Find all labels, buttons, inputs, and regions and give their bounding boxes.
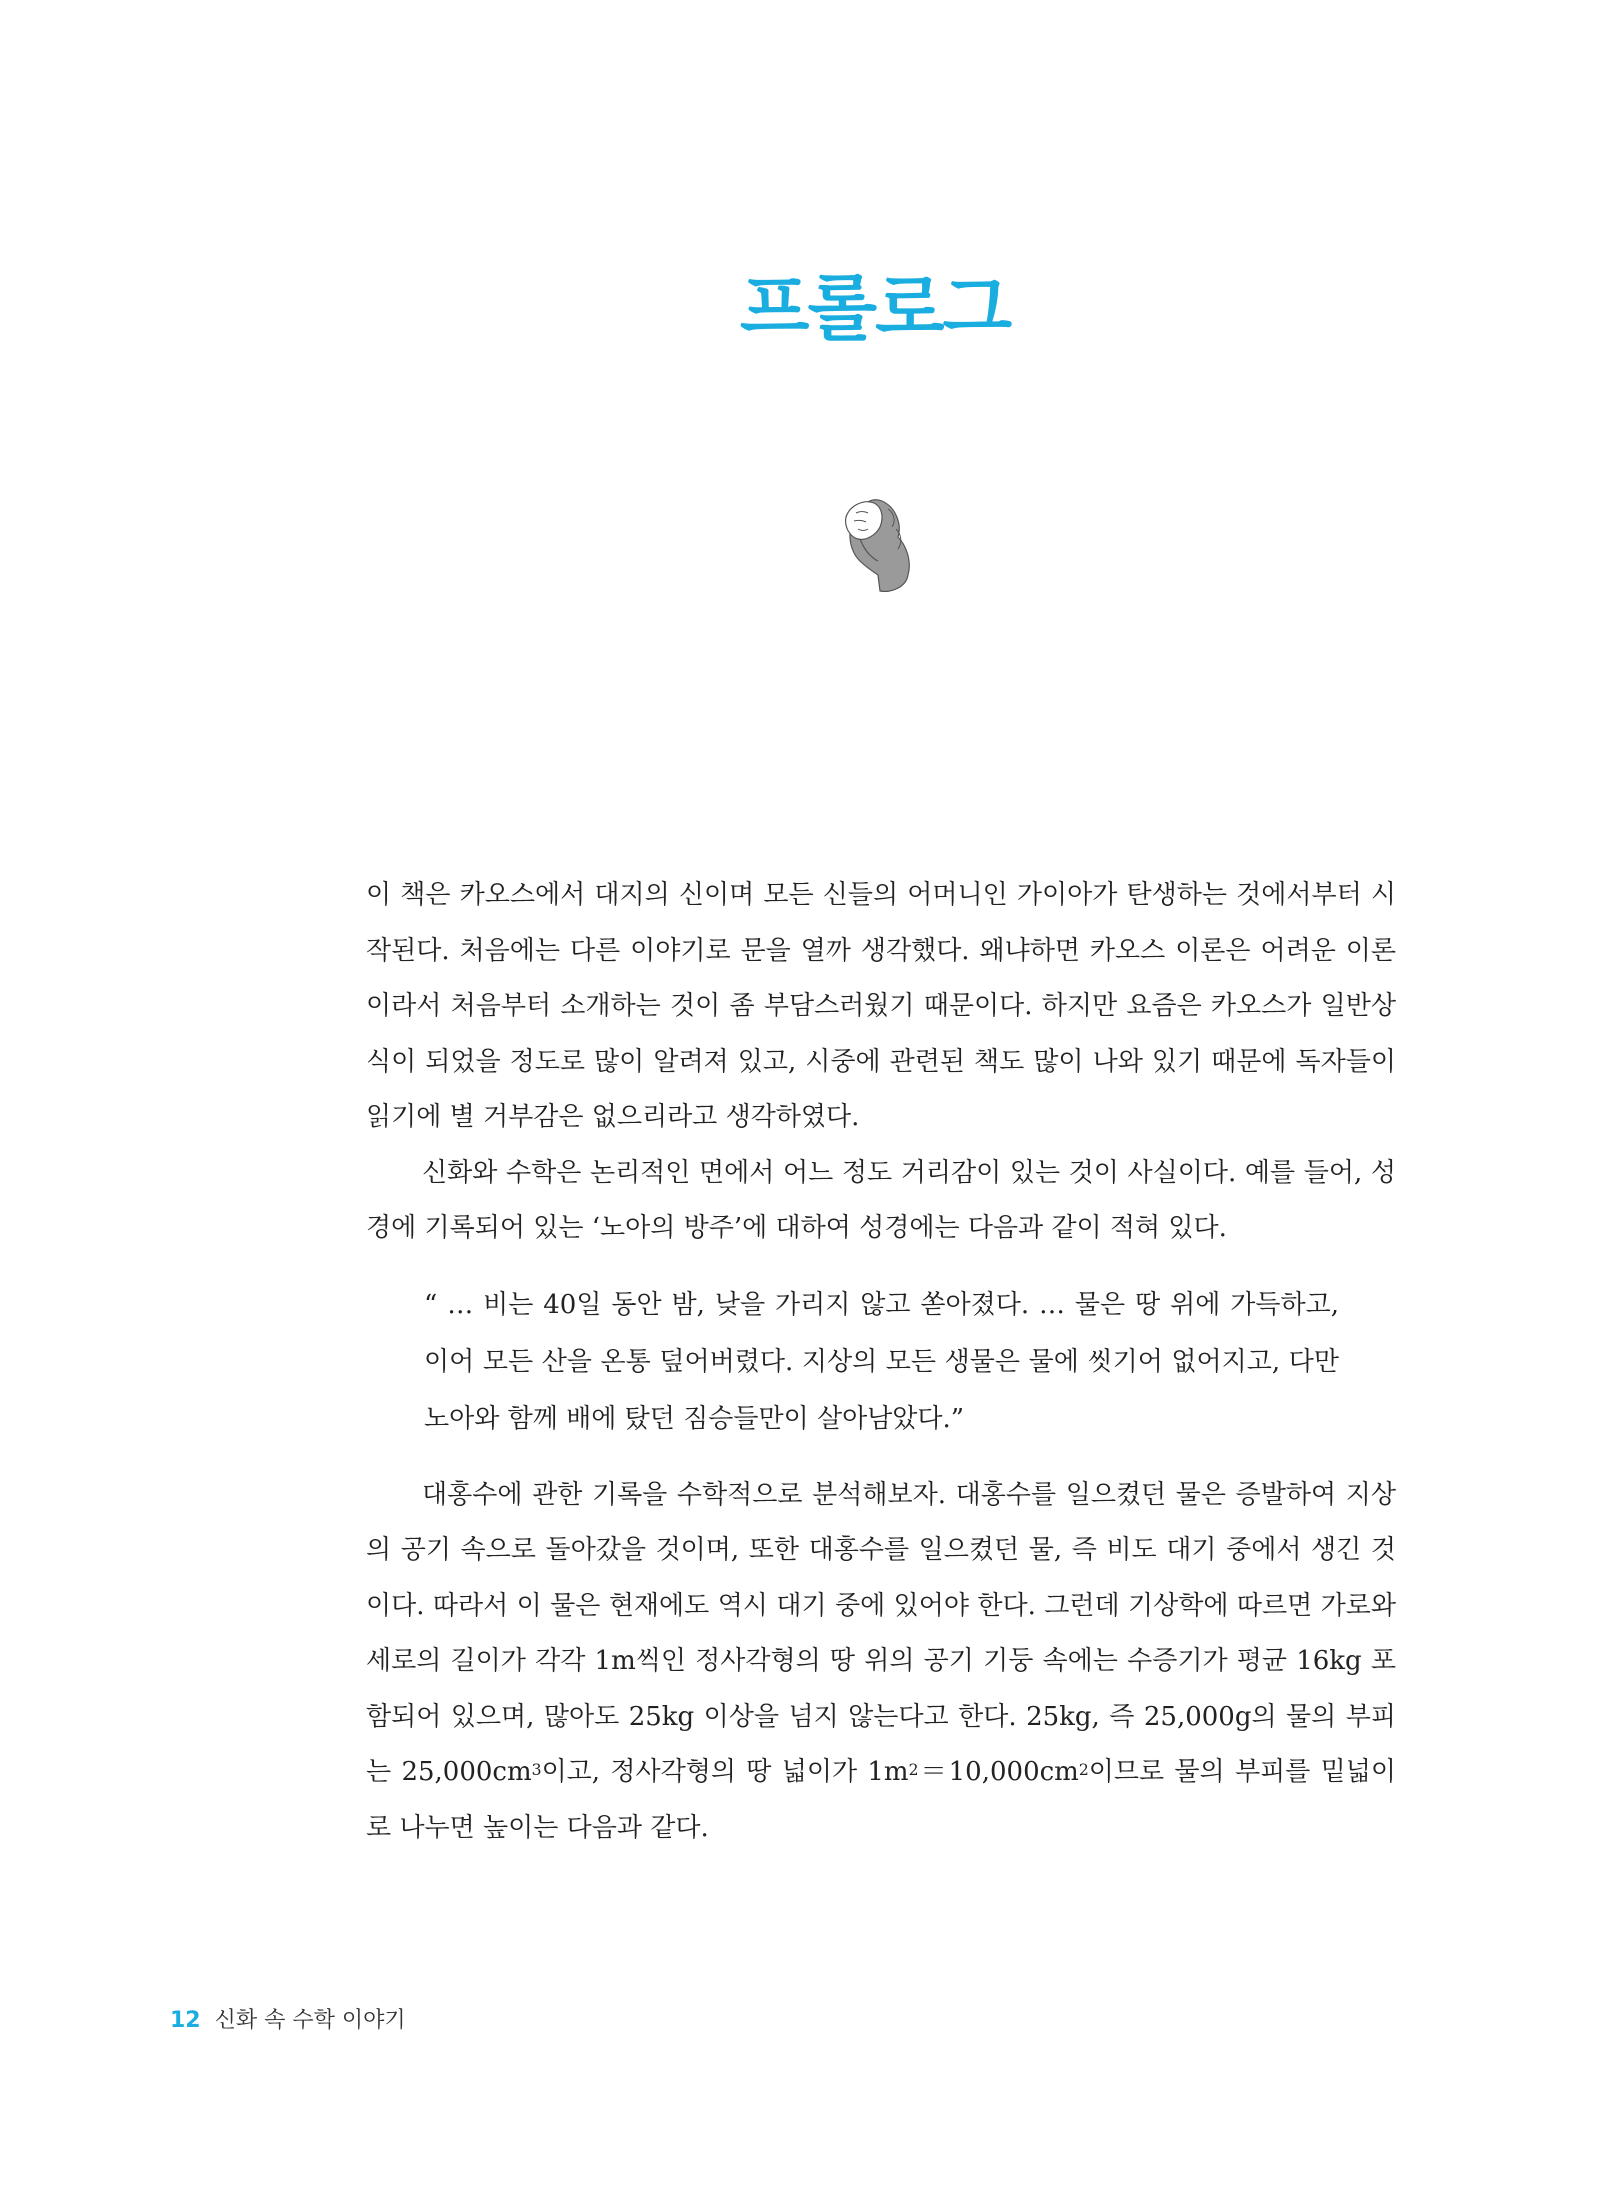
running-title: 신화 속 수학 이야기 xyxy=(214,2008,406,2033)
page-footer xyxy=(170,2003,406,2034)
flood-text-c: ＝10,000cm xyxy=(918,1757,1079,1787)
paragraph-myth-math: 신화와 수학은 논리적인 면에서 어느 정도 거리감이 있는 것이 사실이다. 예를 들어, 성경에 기록되어 있는 ‘노아의 방주’에 대하여 성경에는 다음과 같이 적혀 있다. xyxy=(366,1157,1396,1243)
paragraph-flood-analysis xyxy=(366,1468,1396,1857)
flood-text-b: 이고, 정사각형의 땅 넓이가 1m xyxy=(541,1757,909,1787)
flood-text-a: 대홍수에 관한 기록을 수학적으로 분석해보자. 대홍수를 일으켰던 물은 증발하여 지상의 공기 속으로 돌아갔을 것이며, 또한 대홍수를 일으켰던 물, 즉 비도 대기 중에서 생긴 것이다. 따라서 이 물은 현재에도 역시 대기 중에 있어야 한다. 그런데 기상학에 따르면 가로와 세로의 길이가 각각 1m씩인 정사각형의 땅 위의 공기 기둥 속에는 수증기가 평균 16kg 포함되어 있으며, 많아도 25kg 이상을 넘지 않는다고 한다. 25kg, 즉 25,000g의 물의 부피는 25,000cm xyxy=(366,1479,1396,1787)
superscript-cube: 3 xyxy=(531,1760,542,1779)
paragraph-intro: 이 책은 카오스에서 대지의 신이며 모든 신들의 어머니인 가이아가 탄생하는 것에서부터 시작된다. 처음에는 다른 이야기로 문을 열까 생각했다. 왜냐하면 카오스 이론은 어려운 이론이라서 처음부터 소개하는 것이 좀 부담스러웠기 때문이다. 하지만 요즘은 카오스가 일반상식이 되었을 정도로 많이 알려져 있고, 시중에 관련된 책도 많이 나와 있기 때문에 독자들이 읽기에 별 거부감은 없으리라고 생각하였다. xyxy=(366,880,1396,1132)
page-title: 프롤로그 xyxy=(739,266,1011,350)
noah-quote: “ … 비는 40일 동안 밤, 낮을 가리지 않고 쏟아졌다. … 물은 땅 위에 가득하고, 이어 모든 산을 온통 덮어버렸다. 지상의 모든 생물은 물에 씻기어 없어지고, 다만 노아와 함께 배에 탔던 짐승들만이 살아남았다.” xyxy=(424,1289,1339,1434)
flood-text-d: 이므로 물의 부피를 밑넓이로 나누면 높이는 다음과 같다. xyxy=(366,1757,1396,1843)
page-number: 12 xyxy=(170,2008,201,2033)
superscript-square-m: 2 xyxy=(908,1760,919,1779)
greek-statue-head-icon xyxy=(836,495,916,595)
main-text xyxy=(366,868,1396,1856)
superscript-square-cm: 2 xyxy=(1078,1760,1089,1779)
